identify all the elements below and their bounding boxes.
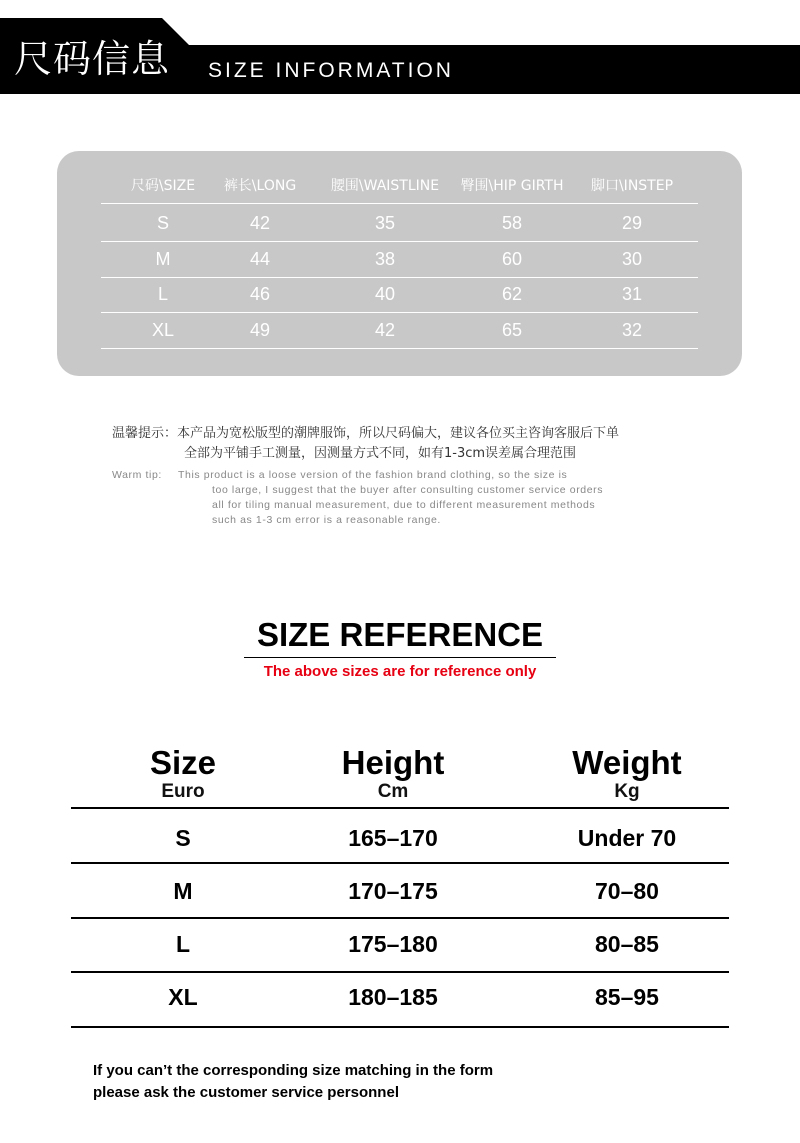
header-title-en: SIZE INFORMATION [208,59,454,82]
divider [71,862,729,864]
table-cell: 80–85 [595,931,659,957]
table-cell: 35 [374,212,396,233]
table-cell: 85–95 [595,984,659,1010]
table-cell: 29 [621,212,643,233]
table-cell: 42 [374,319,396,340]
column-header-instep: 脚口\INSTEP [590,177,674,194]
table-cell: 31 [621,283,643,304]
measurement-header-row [101,166,698,204]
table-cell: L [157,283,168,304]
column-unit-euro: Euro [161,781,205,802]
table-cell: 60 [501,248,523,269]
table-row [101,205,698,242]
table-cell: 30 [621,248,643,269]
column-unit-kg: Kg [614,781,640,802]
reference-title-underline [244,657,556,658]
table-cell: 32 [621,319,643,340]
divider [71,1026,729,1028]
table-cell: XL [151,319,175,340]
table-cell: 70–80 [595,878,659,904]
footer-note-line2: please ask the customer service personnel [93,1084,399,1101]
reference-subtitle: The above sizes are for reference only [263,663,537,680]
table-cell: S [156,212,169,233]
tip-cn-line2: 全部为平铺手工测量，因测量方式不同，如有1-3cm误差属合理范围 [184,446,577,461]
footer-note-line1: If you can’t the corresponding size matching in the form [93,1062,494,1079]
table-cell: L [175,931,191,957]
reference-title: SIZE REFERENCE [256,616,544,653]
table-cell: M [173,878,193,904]
tip-en-line2: too large, I suggest that the buyer after consulting customer service orders [212,484,604,496]
tip-en-label: Warm tip: [112,469,162,481]
table-cell: 62 [501,283,523,304]
table-cell: 170–175 [348,878,438,904]
table-cell: XL [168,984,198,1010]
column-header-long: 裤长\LONG [223,177,297,194]
tip-en-line1: This product is a loose version of the fashion brand clothing, so the size is [178,469,568,481]
table-row [101,241,698,278]
divider [71,807,729,809]
table-row [101,312,698,349]
column-header-weight: Weight [572,744,682,781]
table-cell: 46 [249,283,271,304]
table-cell: M [155,248,171,269]
table-row [101,276,698,313]
table-cell: 44 [249,248,271,269]
table-cell: S [175,825,191,851]
table-cell: 49 [249,319,271,340]
column-header-size: 尺码\SIZE [130,177,196,194]
column-header-hip-girth: 臀围\HIP GIRTH [460,177,564,194]
column-header-waistline: 腰围\WAISTLINE [330,177,440,194]
tip-en-line4: such as 1-3 cm error is a reasonable range. [212,514,441,526]
table-cell: 65 [501,319,523,340]
table-cell: 38 [374,248,396,269]
table-cell: 180–185 [348,984,438,1010]
table-cell: Under 70 [577,825,677,851]
divider [71,917,729,919]
tip-en-line3: all for tiling manual measurement, due to different measurement methods [212,499,596,511]
table-cell: 175–180 [348,931,438,957]
table-cell: 42 [249,212,271,233]
column-header-height: Height [341,744,445,781]
table-cell: 40 [374,283,396,304]
column-unit-cm: Cm [377,781,409,802]
table-cell: 165–170 [348,825,438,851]
tip-cn-line1: 温馨提示：本产品为宽松版型的潮牌服饰，所以尺码偏大，建议各位买主咨询客服后下单 [112,426,620,441]
column-header-size: Size [149,744,217,781]
header-title-cn: 尺码信息 [14,37,171,81]
divider [71,971,729,973]
table-cell: 58 [501,212,523,233]
